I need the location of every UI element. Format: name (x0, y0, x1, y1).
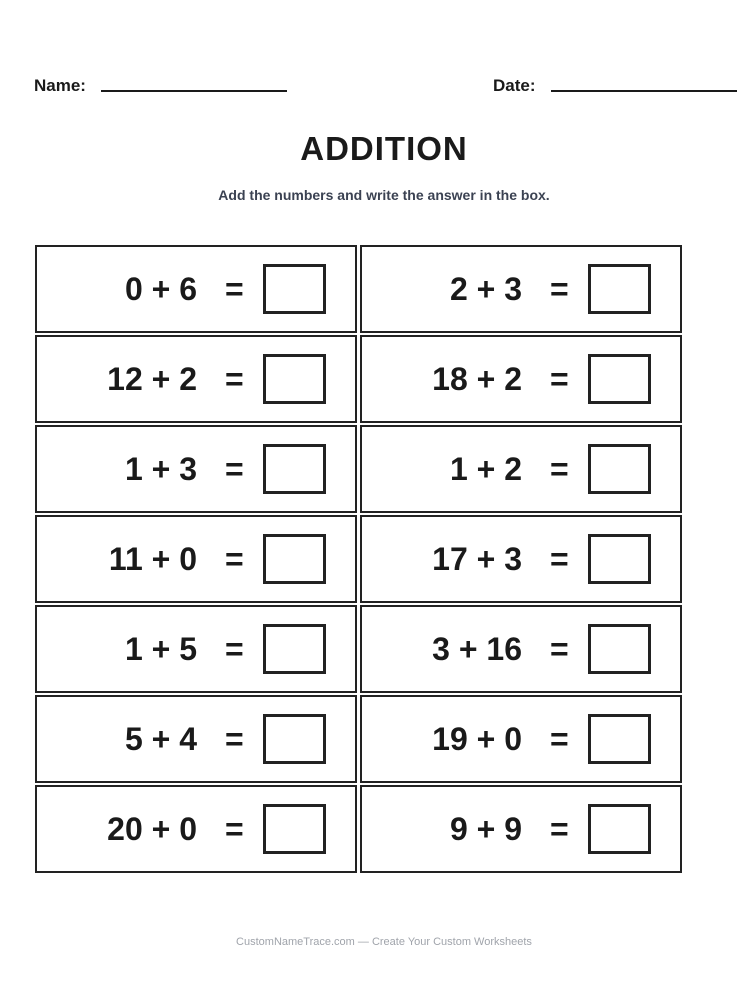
answer-box[interactable] (263, 264, 326, 314)
problem-cell (360, 245, 682, 333)
problem-expression: 1 + 5 (124, 631, 197, 667)
answer-box[interactable] (588, 534, 651, 584)
answer-box[interactable] (263, 534, 326, 584)
equals-sign: = (225, 271, 244, 307)
problem-expression: 19 + 0 (432, 721, 522, 757)
problem-cell (35, 695, 357, 783)
answer-box[interactable] (588, 804, 651, 854)
problem-cell (35, 425, 357, 513)
answer-box[interactable] (588, 354, 651, 404)
equals-sign: = (550, 361, 569, 397)
equals-sign: = (550, 811, 569, 847)
problem-cell (360, 695, 682, 783)
equals-sign: = (225, 361, 244, 397)
problem-cell (360, 335, 682, 423)
problem-cell (360, 785, 682, 873)
worksheet-title: ADDITION (300, 130, 468, 167)
date-label: Date: (493, 76, 536, 95)
equals-sign: = (225, 451, 244, 487)
answer-box[interactable] (588, 444, 651, 494)
name-line[interactable] (101, 90, 287, 92)
equals-sign: = (225, 631, 244, 667)
problem-cell (360, 425, 682, 513)
problem-cell (35, 605, 357, 693)
problem-expression: 1 + 3 (124, 451, 197, 487)
problem-cell (35, 245, 357, 333)
problem-expression: 18 + 2 (432, 361, 522, 397)
problem-cell (35, 515, 357, 603)
problem-expression: 20 + 0 (107, 811, 197, 847)
equals-sign: = (225, 811, 244, 847)
problem-expression: 1 + 2 (449, 451, 522, 487)
answer-box[interactable] (263, 624, 326, 674)
problem-expression: 11 + 0 (108, 541, 197, 577)
answer-box[interactable] (263, 714, 326, 764)
problem-expression: 12 + 2 (107, 361, 197, 397)
problem-cell (35, 335, 357, 423)
date-line[interactable] (551, 90, 737, 92)
name-label: Name: (34, 76, 86, 95)
answer-box[interactable] (588, 714, 651, 764)
problem-cell (35, 785, 357, 873)
answer-box[interactable] (263, 444, 326, 494)
equals-sign: = (225, 541, 244, 577)
problem-grid (35, 245, 682, 873)
footer-credit: CustomNameTrace.com — Create Your Custom Worksheets (236, 936, 532, 948)
problem-expression: 17 + 3 (432, 541, 522, 577)
answer-box[interactable] (588, 624, 651, 674)
instructions: Add the numbers and write the answer in the box. (218, 187, 550, 203)
equals-sign: = (550, 271, 569, 307)
equals-sign: = (550, 721, 569, 757)
problem-expression: 2 + 3 (449, 271, 522, 307)
problem-expression: 5 + 4 (124, 721, 197, 757)
problem-cell (360, 605, 682, 693)
equals-sign: = (550, 541, 569, 577)
equals-sign: = (225, 721, 244, 757)
problem-expression: 0 + 6 (124, 271, 197, 307)
equals-sign: = (550, 631, 569, 667)
problem-expression: 3 + 16 (432, 631, 522, 667)
problem-cell (360, 515, 682, 603)
answer-box[interactable] (263, 354, 326, 404)
equals-sign: = (550, 451, 569, 487)
answer-box[interactable] (263, 804, 326, 854)
problem-expression: 9 + 9 (449, 811, 522, 847)
answer-box[interactable] (588, 264, 651, 314)
